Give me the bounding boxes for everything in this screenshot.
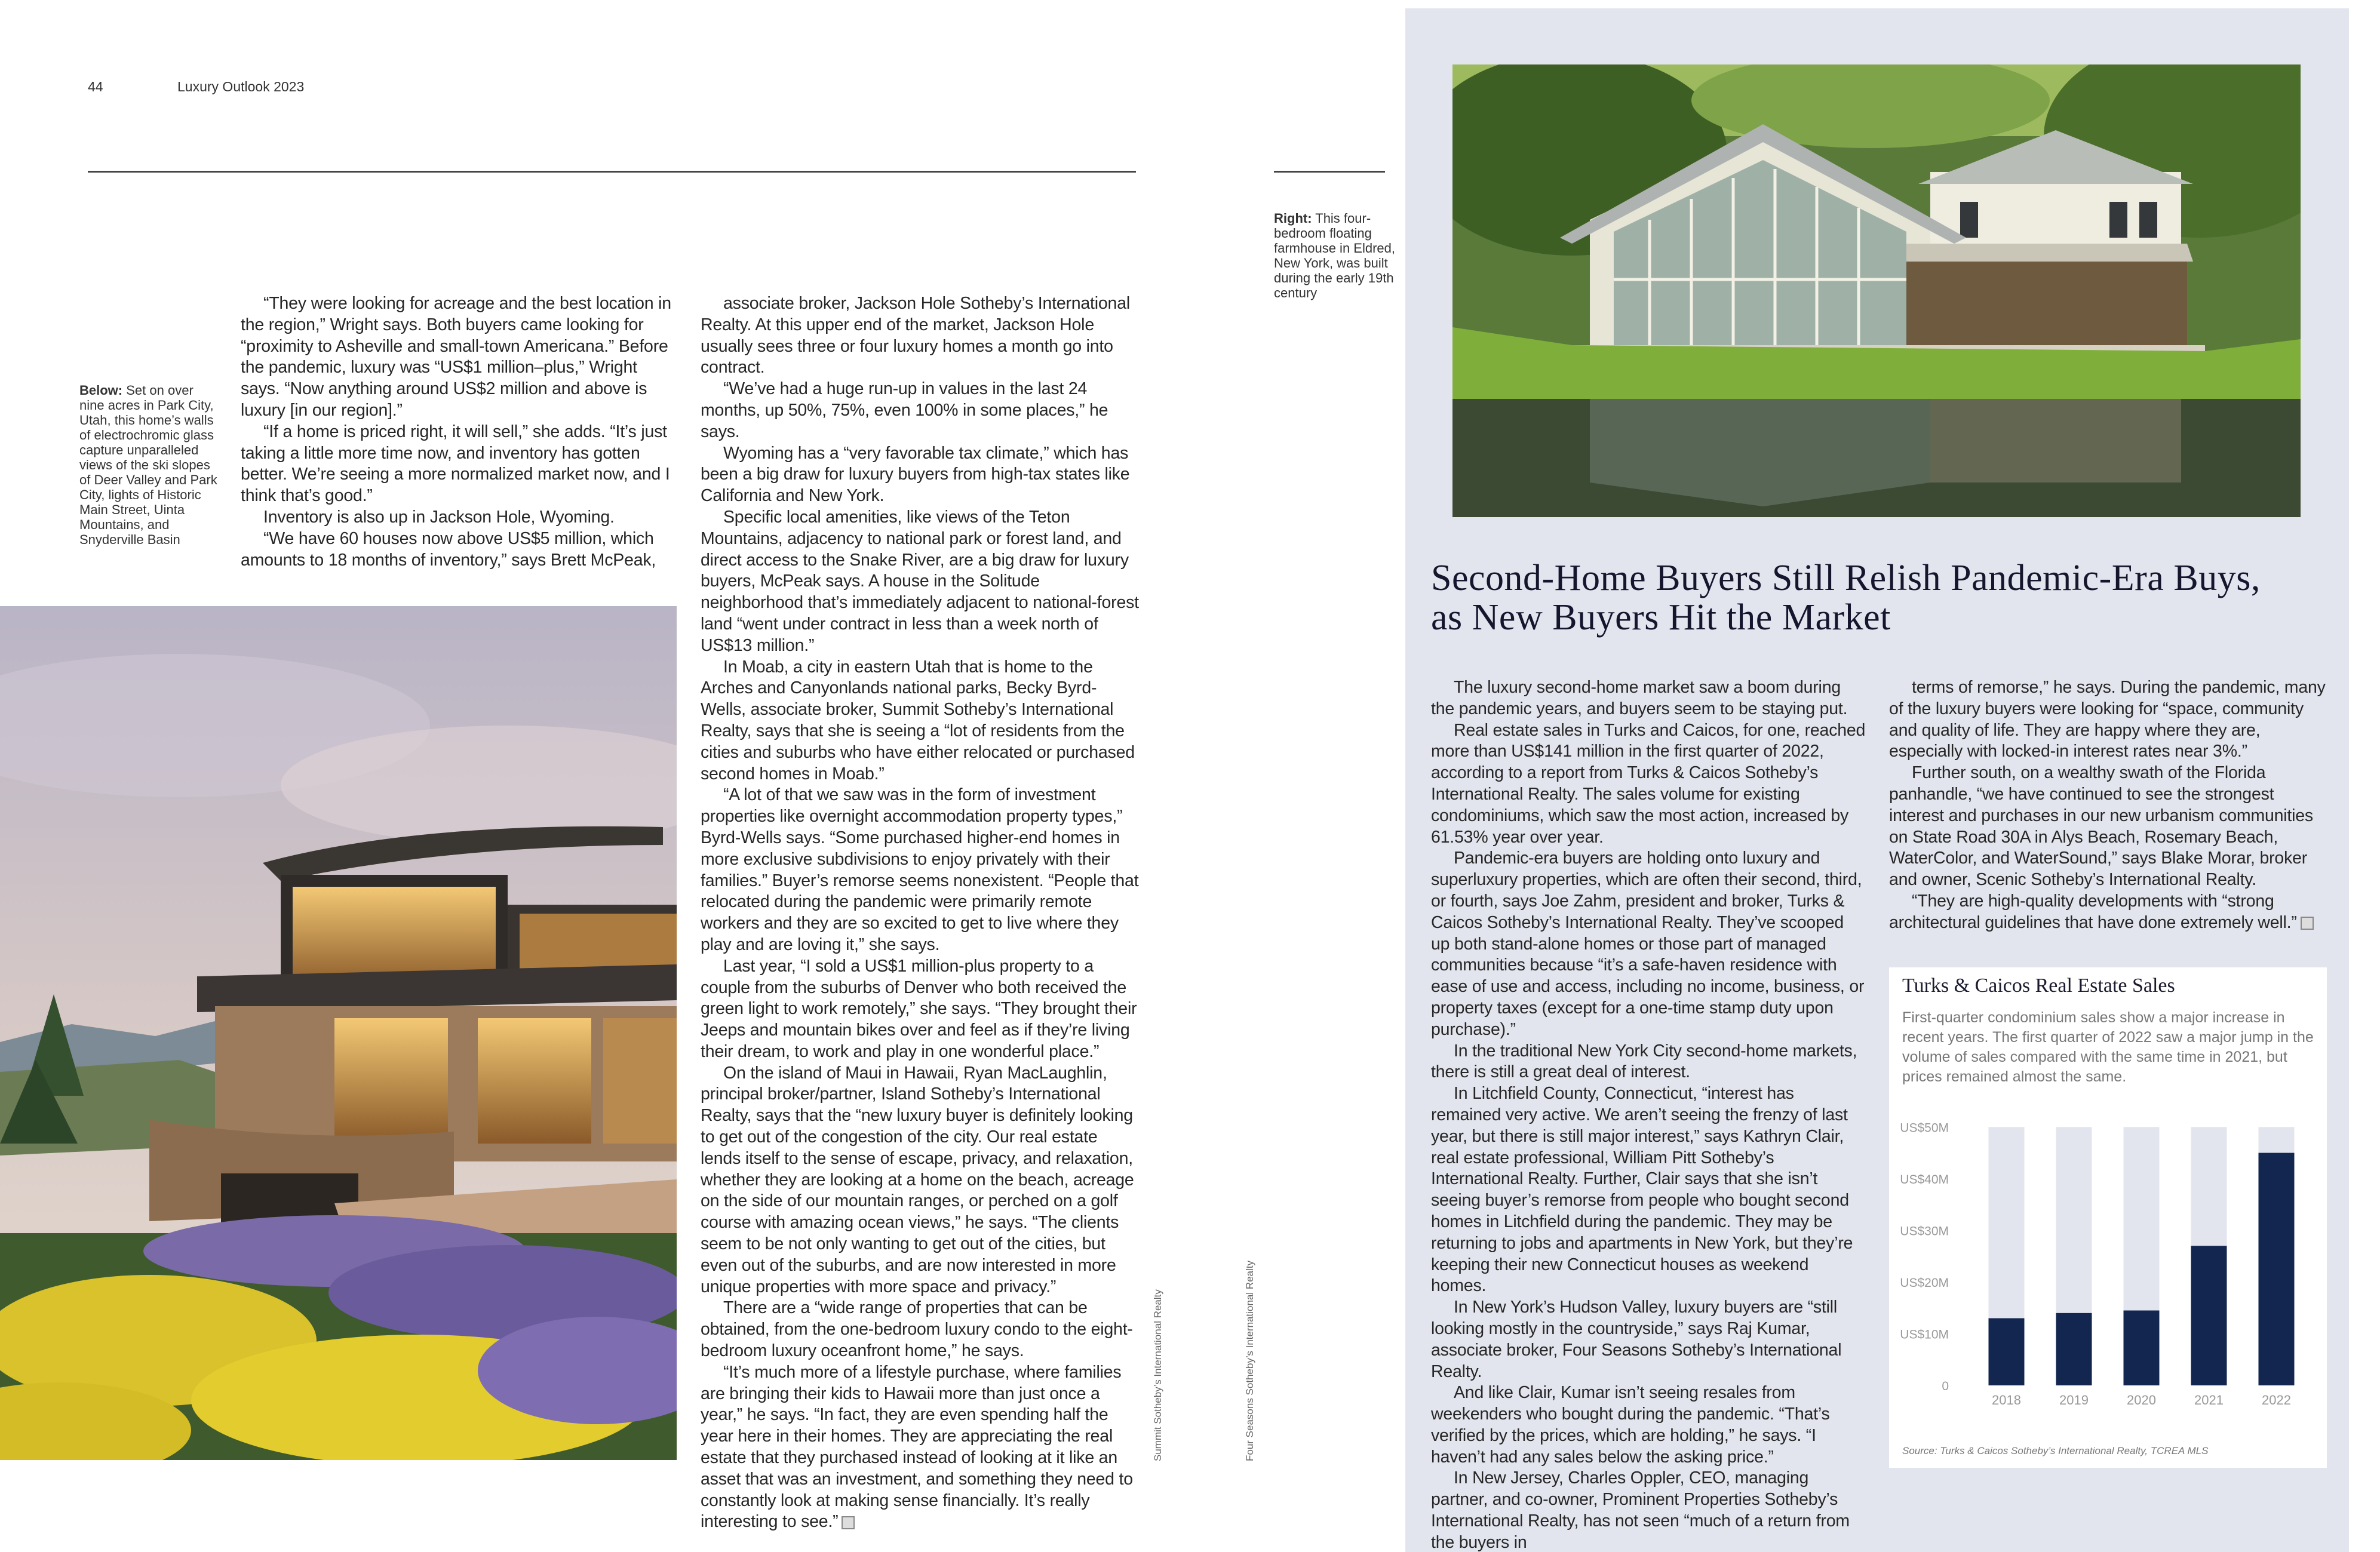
article-paragraph: “We have 60 houses now above US$5 million, which amounts to 18 months of inventory,” says Brett McPeak, [241,528,656,570]
floating-farmhouse-illustration [1452,64,2301,517]
floating-farmhouse-photo [1452,64,2301,517]
bar-2018 [1989,1319,2025,1386]
y-tick-label: US$30M [1900,1224,1949,1238]
article-paragraph: associate broker, Jackson Hole Sotheby’s International Realty. At this upper end of the market, Jackson Hole usually sees three or four luxury homes a month go into contract. [701,294,1130,377]
article-paragraph: Last year, “I sold a US$1 million-plus property to a couple from the suburbs of Denver who both received the green light to work remotely,” she says. “They brought their Jeeps and mountain bikes over and feel as if they’re living their dream, to work and play in one wonderful place.” [701,956,1137,1061]
article-paragraph: “A lot of that we saw was in the form of investment properties like overnight accommodation property types,” Byrd-Wells says. “Some purchased higher-end homes in more exclusive subdivisions to enjoy privately with their families.” Buyer’s remorse seems nonexistent. “People that relocated during the pandemic were primarily remote workers and they are so excited to get to live where they play and are loving it,” she says. [701,785,1139,954]
article-paragraph: “They were looking for acreage and the best location in the region,” Wright says. Both buyers came looking for “proximity to Asheville and small-town Americana.” Before the pandemic, luxury was “US$1 million–plus,” Wright says. “Now anything around US$2 million and above is luxury [in our region].” [241,294,671,420]
article-paragraph: In Litchfield County, Connecticut, “interest has remained very active. We aren’t seeing the frenzy of last year, but there is still major interest,” says Kathryn Clair, real estate professional, William Pitt Sotheby’s International Realty. Further, Clair says that she isn’t seeing buyer’s remorse from people who bought second homes in Litchfield during the pandemic. They may be returning to jobs and apartments in New York, but they’re keeping their new Connecticut houses as weekend homes. [1431,1084,1853,1296]
article-paragraph: There are a “wide range of properties that can be obtained, from the one-bedroom luxury condo to the eight-bedroom luxury oceanfront home,” he says. [701,1298,1133,1361]
y-tick-label: US$10M [1900,1327,1949,1342]
article-column-2 [701,293,1140,1533]
article-paragraph: “We’ve had a huge run-up in values in the last 24 months, up 50%, 75%, even 100% in some places,” he says. [701,379,1108,441]
bar-2020 [2124,1311,2160,1385]
x-tick-label: 2020 [2127,1393,2156,1407]
article-column-3 [1431,677,1867,1552]
article-column-4 [1889,677,2328,934]
article-headline: Second-Home Buyers Still Relish Pandemic-Era Buys, as New Buyers Hit the Market [1431,558,2261,638]
caption-below-label: Below: [79,383,123,398]
article-paragraph: The luxury second-home market saw a boom during the pandemic years, and buyers seem to be staying put. [1431,678,1848,718]
caption-below-text: Set on over nine acres in Park City, Utah, this home’s walls of electrochromic glass capture unparalleled views of the ski slopes of Deer Valley and Park City, lights of Historic Main Street, Uinta Mountains, and Snyderville Basin [79,383,217,547]
article-paragraph: In Moab, a city in eastern Utah that is home to the Arches and Canyonlands national parks, Becky Byrd-Wells, associate broker, Summit Sotheby’s International Realty, says that she is seeing a “lot of residents from the cities and suburbs who have either relocated or purchased second homes in Moab.” [701,657,1135,783]
chart-source: Source: Turks & Caicos Sotheby’s International Realty, TCREA MLS [1902,1445,2209,1456]
article-paragraph: In New York’s Hudson Valley, luxury buyers are “still looking mostly in the countryside,” says Raj Kumar, associate broker, Four Seasons Sotheby’s International Realty. [1431,1298,1842,1381]
article-paragraph: In the traditional New York City second-home markets, there is still a great deal of interest. [1431,1041,1857,1082]
y-tick-label: US$50M [1900,1121,1949,1135]
photo-credit-right: Four Seasons Sotheby’s International Realty [1244,1260,1255,1461]
bar-2019 [2056,1313,2092,1385]
bar-2022 [2259,1153,2295,1385]
sales-chart-card [1889,967,2327,1468]
article-paragraph: On the island of Maui in Hawaii, Ryan MacLaughlin, principal broker/partner, Island Sotheby’s International Realty, says that the “new luxury buyer is definitely looking to get out of the congestion of the city. Our real estate lends itself to the sense of escape, privacy, and relaxation, whether they are looking at a home on the beach, acreage on the side of our mountain ranges, or perched on a golf course with amazing ocean views,” he says. “The clients seem to be not only wanting to get out of the cities, but even out of the suburbs, and are now interested in more unique properties with more space and privacy.” [701,1063,1134,1296]
article-paragraph: Wyoming has a “very favorable tax climate,” which has been a big draw for luxury buyers from high-tax states like California and New York. [701,443,1130,506]
caption-rule [1274,171,1385,173]
park-city-house-photo [0,606,677,1460]
chart-subtitle: First-quarter condominium sales show a major increase in recent years. The first quarter of 2022 saw a major jump in the volume of sales compared with the same time in 2021, but prices remained almost the same. [1902,1009,2314,1085]
y-tick-label: US$40M [1900,1172,1949,1187]
header-rule [88,171,1136,173]
chart-title: Turks & Caicos Real Estate Sales [1902,975,2175,997]
bar-2021 [2191,1246,2227,1385]
park-city-house-illustration [0,606,677,1460]
article-paragraph: Further south, on a wealthy swath of the Florida panhandle, “we have continued to see the strongest interest and purchases in our new urbanism communities on State Road 30A in Alys Beach, Rosemary Beach, WaterColor, and WaterSound,” says Blake Morar, broker and owner, Scenic Sotheby’s International Realty. [1889,763,2313,890]
article-paragraph: “It’s much more of a lifestyle purchase, where families are bringing their kids to Hawaii more than just once a year,” he says. “In fact, they are even spending half the year here in their homes. They are appreciating the real estate that they purchased instead of looking at it like an asset that was an investment, and something they need to constantly look at making sense financially. It’s really interesting to see.” [701,1362,1133,1532]
y-tick-label: US$20M [1900,1276,1949,1290]
caption-right-label: Right: [1274,211,1312,226]
article-column-1 [241,293,677,571]
article-paragraph: “They are high-quality developments with “strong architectural guidelines that have done extremely well.” [1889,891,2328,934]
article-paragraph: In New Jersey, Charles Oppler, CEO, managing partner, and co-owner, Prominent Properties Sotheby’s International Realty, has not seen “much of a return from the buyers in [1431,1468,1850,1552]
page-number: 44 [88,79,103,94]
article-paragraph: And like Clair, Kumar isn’t seeing resales from weekenders who bought during the pandemic. “That’s verified by the prices, which are holding,” he says. “I haven’t had any sales below the asking price.” [1431,1383,1830,1467]
article-paragraph: Pandemic-era buyers are holding onto luxury and superluxury properties, which are often their second, third, or fourth, says Joe Zahm, president and broker, Turks & Caicos Sotheby’s International Realty. They’ve scooped up both stand-alone homes or those part of managed communities because “it’s a safe-haven residence with ease of use and access, including no income, business, or property taxes (except for a one-time stamp duty upon purchase).” [1431,849,1865,1039]
article-paragraph: Inventory is also up in Jackson Hole, Wyoming. [263,507,615,527]
caption-right [1274,211,1399,300]
x-tick-label: 2019 [2059,1393,2089,1407]
x-tick-label: 2021 [2194,1393,2224,1407]
photo-credit-left: Summit Sotheby’s International Realty [1152,1289,1163,1461]
x-tick-label: 2018 [1992,1393,2021,1407]
x-tick-label: 2022 [2262,1393,2291,1407]
end-of-article-icon [2301,917,2314,930]
caption-right-text: This four-bedroom floating farmhouse in Eldred, New York, was built during the early 19th century [1274,211,1395,300]
article-paragraph: Real estate sales in Turks and Caicos, for one, reached more than US$141 million in the first quarter of 2022, according to a report from Turks & Caicos Sotheby’s International Realty. The sales volume for existing condominiums, which saw the most action, increased by 61.53% year over year. [1431,720,1866,847]
article-paragraph: Specific local amenities, like views of the Teton Mountains, adjacency to national park or forest land, and direct access to the Snake River, are a big draw for luxury buyers, McPeak says. A house in the Solitude neighborhood that’s immediately adjacent to national-forest land “went under contract in less than a week north of US$13 million.” [701,507,1139,655]
article-paragraph: terms of remorse,” he says. During the pandemic, many of the luxury buyers were looking for “space, community and quality of life. They are happy where they are, especially with locked-in interest rates near 3%.” [1889,678,2326,761]
end-of-article-icon [842,1516,855,1529]
sales-bar-chart [1889,1105,2327,1427]
article-paragraph: “If a home is priced right, it will sell,” she adds. “It’s just taking a little more time now, and inventory has gotten better. We’re seeing a more normalized market now, and I think that’s good.” [241,422,670,506]
caption-below [79,383,220,547]
publication-title: Luxury Outlook 2023 [177,79,305,94]
y-tick-label: 0 [1942,1379,1949,1393]
